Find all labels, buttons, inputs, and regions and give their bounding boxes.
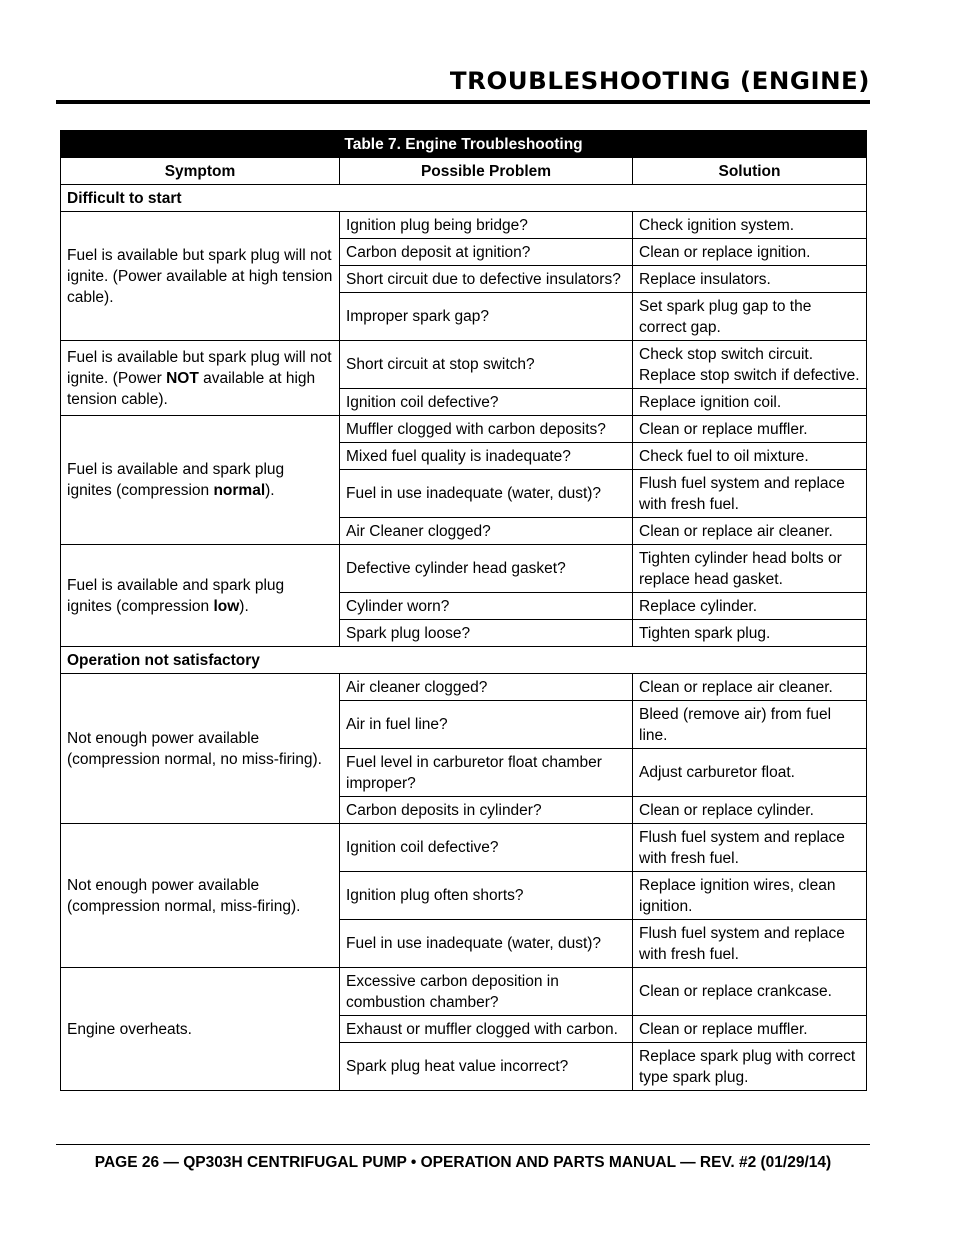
solution-cell: Flush fuel system and replace with fresh fuel. bbox=[633, 920, 867, 968]
solution-cell: Clean or replace ignition. bbox=[633, 239, 867, 266]
table-row bbox=[61, 824, 867, 872]
solution-cell: Flush fuel system and replace with fresh fuel. bbox=[633, 470, 867, 518]
problem-cell: Improper spark gap? bbox=[340, 293, 633, 341]
column-header-solution: Solution bbox=[633, 158, 867, 185]
title-divider bbox=[56, 100, 870, 104]
problem-cell: Air Cleaner clogged? bbox=[340, 518, 633, 545]
symptom-text: Fuel is available and spark plug ignites (compression bbox=[67, 461, 285, 499]
problem-cell: Ignition coil defective? bbox=[340, 389, 633, 416]
solution-cell: Clean or replace muffler. bbox=[633, 1016, 867, 1043]
problem-cell: Air cleaner clogged? bbox=[340, 674, 633, 701]
footer-divider bbox=[56, 1144, 870, 1145]
symptom-text: available at high tension cable). bbox=[67, 369, 316, 408]
page-footer: PAGE 26 — QP303H CENTRIFUGAL PUMP • OPERATION AND PARTS MANUAL — REV. #2 (01/29/14) bbox=[94, 1154, 832, 1171]
problem-cell: Cylinder worn? bbox=[340, 593, 633, 620]
solution-cell: Set spark plug gap to the correct gap. bbox=[633, 293, 867, 341]
solution-cell: Tighten cylinder head bolts or replace head gasket. bbox=[633, 545, 867, 593]
solution-cell: Replace spark plug with correct type spark plug. bbox=[633, 1043, 867, 1091]
symptom-emphasis: NOT bbox=[166, 369, 199, 387]
solution-cell: Clean or replace cylinder. bbox=[633, 797, 867, 824]
column-header-symptom: Symptom bbox=[61, 158, 340, 185]
problem-cell: Muffler clogged with carbon deposits? bbox=[340, 416, 633, 443]
symptom-text: Not enough power available (compression normal, miss-firing). bbox=[67, 876, 301, 915]
table-header-row bbox=[61, 158, 867, 185]
table-row bbox=[61, 416, 867, 443]
engine-troubleshooting-table bbox=[60, 130, 867, 1091]
problem-cell: Exhaust or muffler clogged with carbon. bbox=[340, 1016, 633, 1043]
symptom-emphasis: low bbox=[213, 597, 240, 615]
problem-cell: Carbon deposits in cylinder? bbox=[340, 797, 633, 824]
problem-cell: Spark plug heat value incorrect? bbox=[340, 1043, 633, 1091]
solution-cell: Check stop switch circuit. Replace stop switch if defective. bbox=[633, 341, 867, 389]
problem-cell: Fuel level in carburetor float chamber improper? bbox=[340, 749, 633, 797]
problem-cell: Defective cylinder head gasket? bbox=[340, 545, 633, 593]
symptom-cell bbox=[61, 824, 340, 968]
symptom-text: Not enough power available (compression normal, no miss-firing). bbox=[67, 729, 322, 768]
symptom-cell bbox=[61, 968, 340, 1091]
symptom-text: ). bbox=[265, 482, 275, 499]
table-row bbox=[61, 212, 867, 239]
solution-cell: Replace cylinder. bbox=[633, 593, 867, 620]
problem-cell: Excessive carbon deposition in combustion chamber? bbox=[340, 968, 633, 1016]
symptom-text: ). bbox=[239, 597, 249, 615]
table-caption: Table 7. Engine Troubleshooting bbox=[61, 131, 867, 158]
problem-cell: Short circuit at stop switch? bbox=[340, 341, 633, 389]
table-row bbox=[61, 341, 867, 389]
problem-cell: Fuel in use inadequate (water, dust)? bbox=[340, 470, 633, 518]
problem-cell: Mixed fuel quality is inadequate? bbox=[340, 443, 633, 470]
section-title: Operation not satisfactory bbox=[61, 647, 867, 674]
problem-cell: Ignition plug often shorts? bbox=[340, 872, 633, 920]
solution-cell: Check fuel to oil mixture. bbox=[633, 443, 867, 470]
problem-cell: Short circuit due to defective insulators? bbox=[340, 266, 633, 293]
problem-cell: Fuel in use inadequate (water, dust)? bbox=[340, 920, 633, 968]
problem-cell: Carbon deposit at ignition? bbox=[340, 239, 633, 266]
table-row bbox=[61, 674, 867, 701]
column-header-possible-problem: Possible Problem bbox=[340, 158, 633, 185]
symptom-text: Fuel is available and spark plug ignites (compression bbox=[67, 576, 285, 615]
solution-cell: Adjust carburetor float. bbox=[633, 749, 867, 797]
problem-cell: Ignition coil defective? bbox=[340, 824, 633, 872]
table-row bbox=[61, 545, 867, 593]
solution-cell: Replace ignition wires, clean ignition. bbox=[633, 872, 867, 920]
symptom-cell bbox=[61, 416, 340, 545]
symptom-text: Engine overheats. bbox=[67, 1020, 192, 1038]
solution-cell: Replace ignition coil. bbox=[633, 389, 867, 416]
page-title: TROUBLESHOOTING (ENGINE) bbox=[449, 67, 870, 95]
section-row bbox=[61, 185, 867, 212]
symptom-cell bbox=[61, 212, 340, 341]
solution-cell: Tighten spark plug. bbox=[633, 620, 867, 647]
symptom-cell bbox=[61, 674, 340, 824]
symptom-cell bbox=[61, 341, 340, 416]
problem-cell: Spark plug loose? bbox=[340, 620, 633, 647]
solution-cell: Replace insulators. bbox=[633, 266, 867, 293]
table-row bbox=[61, 968, 867, 1016]
symptom-cell bbox=[61, 545, 340, 647]
solution-cell: Clean or replace muffler. bbox=[633, 416, 867, 443]
solution-cell: Check ignition system. bbox=[633, 212, 867, 239]
section-row bbox=[61, 647, 867, 674]
solution-cell: Clean or replace crankcase. bbox=[633, 968, 867, 1016]
section-title: Difficult to start bbox=[61, 185, 867, 212]
solution-cell: Bleed (remove air) from fuel line. bbox=[633, 701, 867, 749]
solution-cell: Clean or replace air cleaner. bbox=[633, 518, 867, 545]
symptom-emphasis: normal bbox=[213, 482, 266, 499]
problem-cell: Air in fuel line? bbox=[340, 701, 633, 749]
problem-cell: Ignition plug being bridge? bbox=[340, 212, 633, 239]
solution-cell: Flush fuel system and replace with fresh fuel. bbox=[633, 824, 867, 872]
symptom-text: Fuel is available but spark plug will not ignite. (Power available at high tension cable). bbox=[67, 246, 333, 306]
symptom-text: Fuel is available but spark plug will not ignite. (Power bbox=[67, 348, 332, 387]
solution-cell: Clean or replace air cleaner. bbox=[633, 674, 867, 701]
